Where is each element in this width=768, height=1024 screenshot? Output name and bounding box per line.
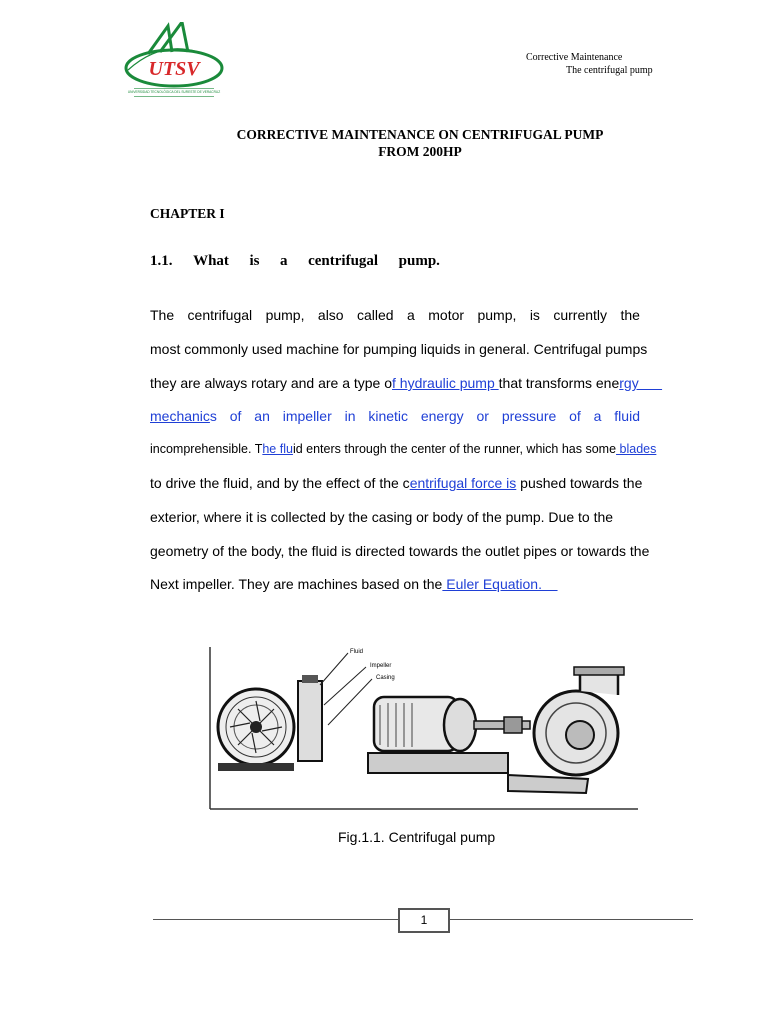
word: s [209,408,217,424]
word: a [407,307,415,323]
word: a [593,408,602,424]
word: is [529,307,540,323]
text-run: Next impeller. They are machines based on the [150,576,443,592]
body-line-8: geometry of the body, the fluid is directed towards the outlet pipes or towards the [150,543,650,559]
body-line-9 [150,576,558,592]
centrifugal-pump-figure [208,645,640,813]
text-run: id enters through the center of the runner, which has some [292,442,617,456]
word: motor [428,307,465,323]
section-word: What [193,253,229,269]
running-header-line1: Corrective Maintenance [526,52,623,63]
document-title-line2: FROM 200HP [378,144,462,159]
energy-link[interactable]: rgy [619,375,663,391]
utsv-logo [120,22,230,102]
word: an [254,408,270,424]
word: kinetic [368,408,409,424]
word: The [150,307,175,323]
callout-fluid: Fluid [350,649,364,655]
document-title-line1: CORRECTIVE MAINTENANCE ON CENTRIFUGAL PUMP [236,127,604,142]
logo-text: UTSV [148,58,200,80]
word: also [317,307,344,323]
centrifugal-force-link[interactable]: entrifugal force is [409,475,517,491]
body-line-3 [150,375,662,391]
blades-link[interactable]: blades [616,442,657,456]
section-word: is [249,253,260,269]
hydraulic-pump-link[interactable]: f hydraulic pump [392,375,499,391]
section-heading [150,253,440,270]
body-line-5 [150,442,656,456]
word: or [476,408,489,424]
pump-cutaway [218,675,322,771]
text-run: to drive the fluid, and by the effect of the c [150,475,410,491]
mechanics-link[interactable]: mechanic [150,408,210,424]
section-word: centrifugal [308,253,379,269]
word: the [620,307,640,323]
text-run: they are always rotary and are a type o [150,375,393,391]
word: pump, [477,307,517,323]
text-run: incomprehensible. T [150,442,263,456]
figure-caption: Fig.1.1. Centrifugal pump [338,829,496,845]
section-word: 1.1. [150,253,173,269]
callout-impeller: Impeller [370,663,392,669]
euler-equation-link[interactable]: Euler Equation. [442,576,558,592]
page-number: 1 [398,908,450,933]
word: of [569,408,581,424]
word: impeller [282,408,332,424]
word: in [344,408,356,424]
word: currently [553,307,608,323]
body-line-7: exterior, where it is collected by the casing or body of the pump. Due to the [150,509,614,525]
body-line-2: most commonly used machine for pumping liquids in general. Centrifugal pumps [150,341,648,357]
section-word: pump. [398,253,440,269]
word: pressure [501,408,557,424]
word: of [229,408,242,424]
body-line-6 [150,475,642,491]
word: called [357,307,394,323]
section-word: a [280,253,288,269]
fluid-link[interactable]: he flu [262,442,293,456]
body-line-4 [150,408,640,424]
chapter-heading: CHAPTER I [150,206,225,221]
word: pump, [265,307,305,323]
callout-casing: Casing [376,675,395,681]
logo-caption: UNIVERSIDAD TECNOLÓGICA DEL SURESTE DE VERACRUZ [127,90,221,94]
text-run: that transforms ene [498,375,620,391]
word: energy [420,408,464,424]
mechanics-text [150,408,217,424]
word: centrifugal [187,307,253,323]
body-line-1 [150,307,640,323]
text-run: pushed towards the [516,475,643,491]
motor-and-pump-assembly [368,667,624,793]
word: fluid [614,408,640,424]
running-header-line2: The centrifugal pump [566,65,653,76]
